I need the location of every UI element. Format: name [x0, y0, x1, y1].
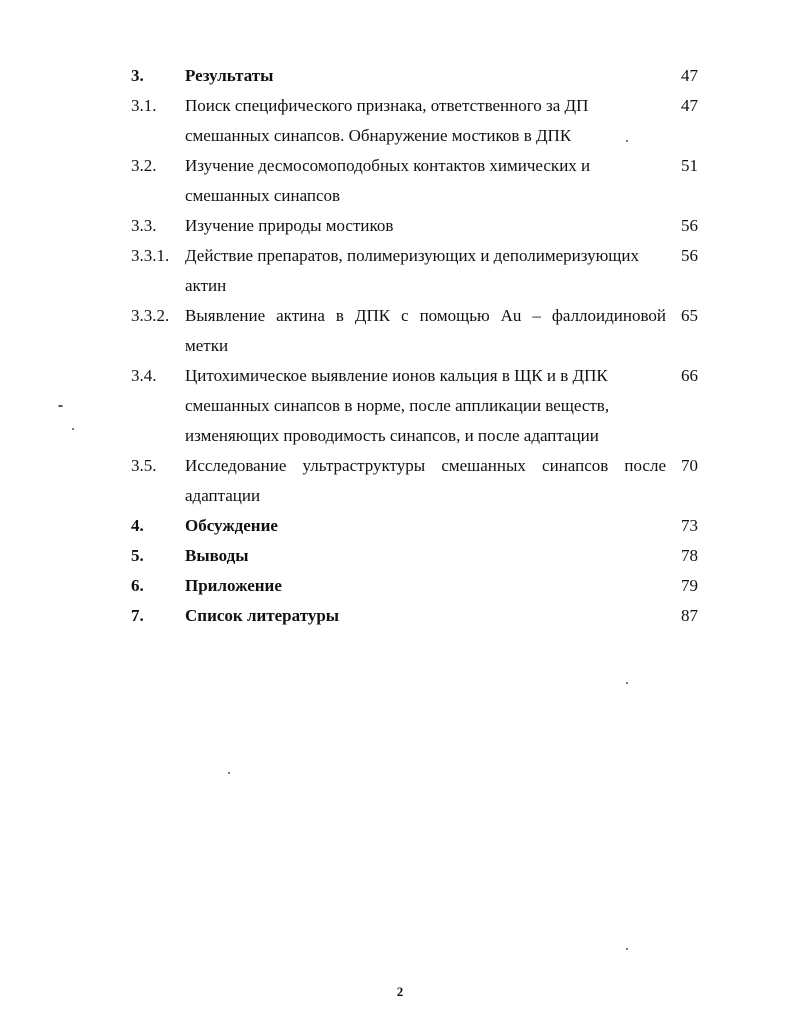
toc-entry-title-line: Выявление актина в ДПК с помощью Au – фаллоидиновой [185, 306, 666, 325]
toc-entry-title-line: Изучение природы мостиков [185, 216, 394, 235]
scan-speck [58, 405, 63, 407]
toc-entry-title-line: Результаты [185, 66, 274, 85]
toc-entry-title-line: смешанных синапсов. Обнаружение мостиков в ДПК [185, 126, 572, 145]
toc-entry-title [185, 61, 666, 91]
toc-entry-number: 3.3. [131, 216, 157, 235]
scan-speck [72, 428, 74, 430]
toc-entry-title [185, 151, 666, 211]
toc-entry-title-line: Список литературы [185, 606, 340, 625]
toc-entry-title-line: Исследование ультраструктуры смешанных синапсов после [185, 456, 666, 475]
toc-entry-number: 3.5. [131, 456, 157, 475]
toc-entry-title-line: метки [185, 336, 229, 355]
toc-entry-page: 56 [681, 216, 698, 235]
toc-entry-number: 6. [131, 576, 144, 595]
toc-entry-number: 3. [131, 66, 144, 85]
toc-entry-page: 47 [681, 66, 698, 85]
toc-entry-number: 3.3.2. [131, 306, 170, 325]
toc-entry-page: 78 [681, 546, 698, 565]
toc-entry-number: 4. [131, 516, 144, 535]
scan-speck [626, 140, 628, 142]
toc-entry-page: 47 [681, 96, 698, 115]
toc-entry-page: 66 [681, 366, 698, 385]
toc-entry-page: 87 [681, 606, 698, 625]
toc-entry-title-line: Действие препаратов, полимеризующих и деполимеризующих [185, 246, 639, 265]
toc-entry-number: 5. [131, 546, 144, 565]
toc-entry-title [185, 601, 666, 631]
toc-entry-title-line: адаптации [185, 486, 261, 505]
toc-entry-title [185, 91, 666, 151]
toc-entry-title [185, 241, 666, 301]
toc-entry-page: 70 [681, 456, 698, 475]
toc-entry-title-line: смешанных синапсов [185, 186, 341, 205]
toc-entry-title-line: Изучение десмосомоподобных контактов химических и [185, 156, 591, 175]
toc-entry-title-line: Приложение [185, 576, 282, 595]
toc-entry-number: 3.2. [131, 156, 157, 175]
toc-entry-title-line: актин [185, 276, 227, 295]
scan-speck [228, 772, 230, 774]
toc-entry-title [185, 361, 666, 451]
toc-entry-title-line: Обсуждение [185, 516, 278, 535]
toc-entry-page: 79 [681, 576, 698, 595]
toc-entry-title-line: Поиск специфического признака, ответственного за ДП [185, 96, 589, 115]
scan-speck [626, 948, 628, 950]
toc-entry-page: 56 [681, 246, 698, 265]
page-number: 2 [396, 984, 404, 999]
toc-entry-title-line: смешанных синапсов в норме, после аппликации веществ, [185, 396, 610, 415]
toc-entry-title [185, 571, 666, 601]
toc-entry-title-line: Цитохимическое выявление ионов кальция в ЩК и в ДПК [185, 366, 608, 385]
toc-entry-title [185, 211, 666, 241]
toc-entry-title [185, 301, 666, 361]
toc-entry-number: 3.3.1. [131, 246, 170, 265]
scan-speck [626, 682, 628, 684]
toc-entry-number: 7. [131, 606, 144, 625]
toc-entry-number: 3.4. [131, 366, 157, 385]
toc-entry-page: 65 [681, 306, 698, 325]
toc-entry-number: 3.1. [131, 96, 157, 115]
toc-entry-page: 73 [681, 516, 698, 535]
toc-entry-title-line: изменяющих проводимость синапсов, и после адаптации [185, 426, 599, 445]
toc-entry-title-line: Выводы [185, 546, 249, 565]
toc-entry-title [185, 511, 666, 541]
toc-entry-title [185, 451, 666, 511]
toc-entry-page: 51 [681, 156, 698, 175]
toc-entry-title [185, 541, 666, 571]
